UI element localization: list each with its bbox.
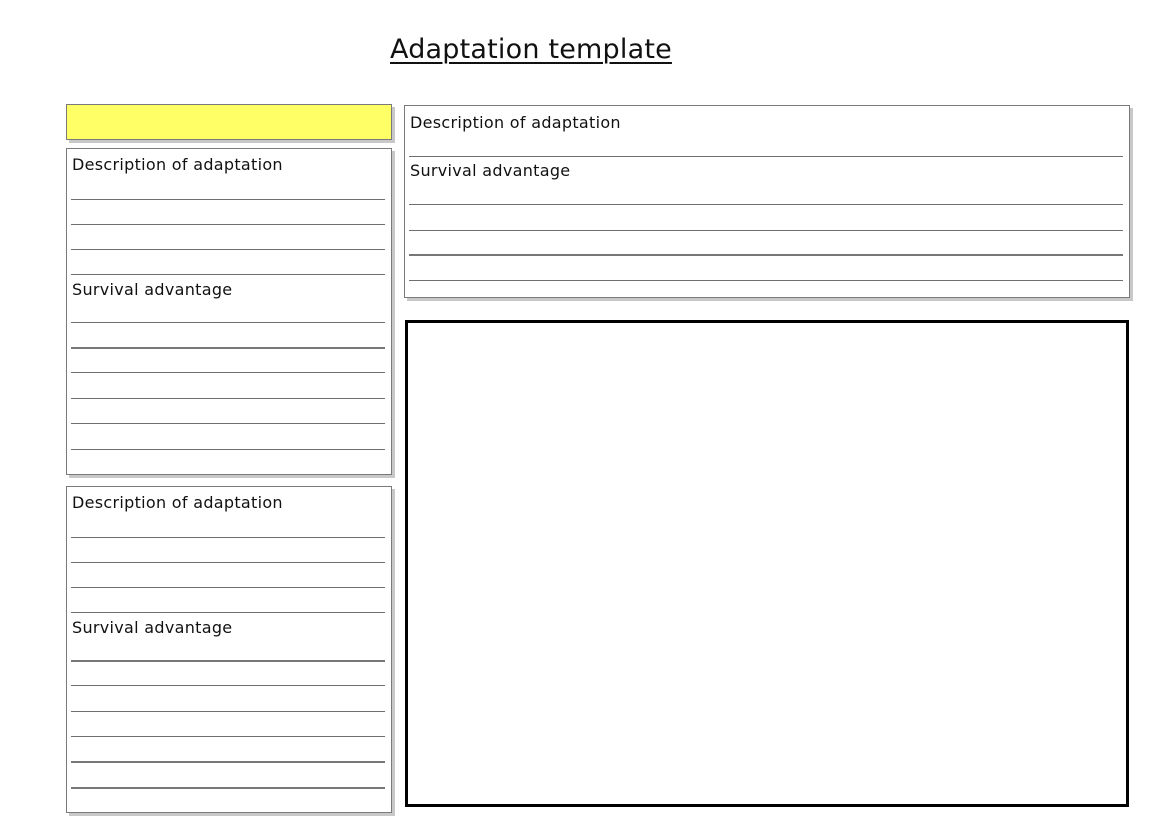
writing-line[interactable]: [71, 372, 385, 373]
description-label: Description of adaptation: [410, 113, 621, 132]
page-title: Adaptation template: [390, 34, 672, 65]
writing-line[interactable]: [71, 423, 385, 424]
writing-line[interactable]: [71, 274, 385, 275]
writing-line[interactable]: [409, 230, 1123, 231]
description-label: Description of adaptation: [72, 493, 283, 512]
survival-advantage-label: Survival advantage: [72, 618, 233, 637]
writing-line[interactable]: [71, 660, 385, 662]
writing-line[interactable]: [409, 156, 1123, 157]
writing-line[interactable]: [71, 537, 385, 538]
survival-advantage-label: Survival advantage: [410, 161, 571, 180]
writing-line[interactable]: [71, 249, 385, 250]
survival-advantage-label: Survival advantage: [72, 280, 233, 299]
writing-line[interactable]: [71, 612, 385, 613]
writing-line[interactable]: [409, 280, 1123, 281]
adaptation-panel-2: [66, 486, 392, 813]
writing-line[interactable]: [71, 449, 385, 450]
writing-line[interactable]: [71, 224, 385, 225]
adaptation-panel-1: [66, 148, 392, 475]
writing-line[interactable]: [71, 761, 385, 763]
adaptation-panel-3: [404, 105, 1130, 298]
writing-line[interactable]: [409, 204, 1123, 205]
writing-line[interactable]: [71, 787, 385, 789]
writing-line[interactable]: [71, 322, 385, 323]
writing-line[interactable]: [71, 587, 385, 588]
writing-line[interactable]: [71, 398, 385, 399]
writing-line[interactable]: [409, 254, 1123, 256]
writing-line[interactable]: [71, 711, 385, 712]
description-label: Description of adaptation: [72, 155, 283, 174]
drawing-area[interactable]: [405, 320, 1129, 807]
writing-line[interactable]: [71, 347, 385, 349]
writing-line[interactable]: [71, 736, 385, 737]
writing-line[interactable]: [71, 199, 385, 200]
writing-line[interactable]: [71, 562, 385, 563]
writing-line[interactable]: [71, 685, 385, 686]
name-box[interactable]: [66, 104, 392, 140]
